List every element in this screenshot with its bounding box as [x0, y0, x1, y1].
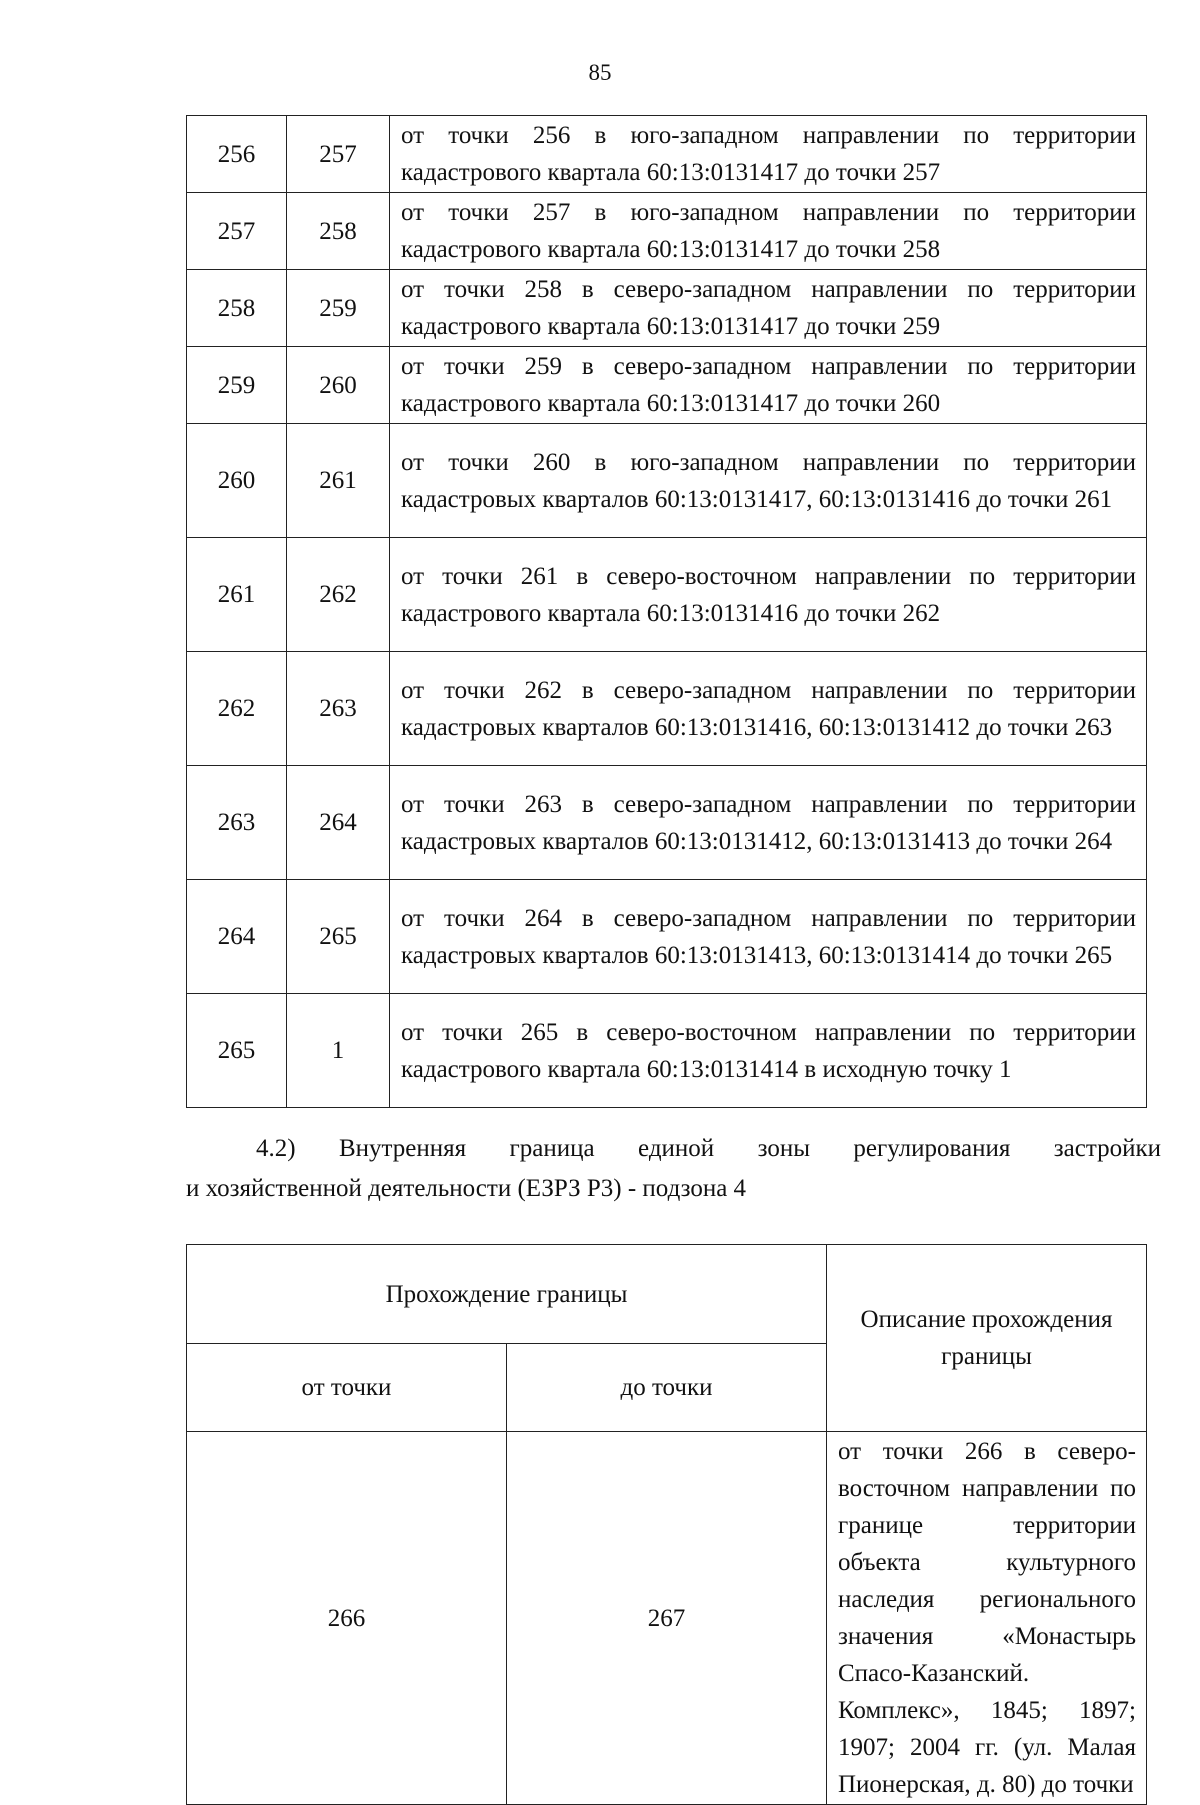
to-point-cell: 262	[287, 538, 390, 652]
table-row	[187, 652, 1147, 766]
table-row	[187, 424, 1147, 538]
to-point-cell: 257	[287, 116, 390, 193]
column-header-description: Описание прохождения границы	[827, 1245, 1147, 1432]
table-row	[187, 880, 1147, 994]
table-row	[187, 994, 1147, 1108]
to-point-cell: 264	[287, 766, 390, 880]
to-point-cell: 1	[287, 994, 390, 1108]
column-header-from: от точки	[187, 1344, 507, 1432]
table-row	[187, 538, 1147, 652]
to-point-cell: 260	[287, 347, 390, 424]
section-heading	[186, 1129, 1161, 1209]
table-row	[187, 270, 1147, 347]
table-row	[187, 116, 1147, 193]
description-cell: от точки 265 в северо-восточном направлении по территории кадастрового квартала 60:13:0131414 в исходную точку 1	[390, 994, 1147, 1108]
section-heading-line: 4.2) Внутренняя граница единой зоны регулирования застройки	[256, 1135, 1161, 1162]
to-point-cell: 263	[287, 652, 390, 766]
to-point-cell: 267	[507, 1432, 827, 1805]
description-cell: от точки 262 в северо-западном направлении по территории кадастровых кварталов 60:13:0131416, 60:13:0131412 до точки 263	[390, 652, 1147, 766]
page-number: 85	[588, 60, 612, 85]
description-cell: от точки 263 в северо-западном направлении по территории кадастровых кварталов 60:13:0131412, 60:13:0131413 до точки 264	[390, 766, 1147, 880]
table-row	[187, 347, 1147, 424]
from-point-cell: 262	[187, 652, 287, 766]
to-point-cell: 259	[287, 270, 390, 347]
description-cell: от точки 261 в северо-восточном направлении по территории кадастрового квартала 60:13:0131416 до точки 262	[390, 538, 1147, 652]
table-row	[187, 1432, 1147, 1805]
to-point-cell: 261	[287, 424, 390, 538]
to-point-cell: 258	[287, 193, 390, 270]
column-header-to: до точки	[507, 1344, 827, 1432]
description-cell: от точки 257 в юго-западном направлении по территории кадастрового квартала 60:13:0131417 до точки 258	[390, 193, 1147, 270]
description-cell: от точки 264 в северо-западном направлении по территории кадастровых кварталов 60:13:0131413, 60:13:0131414 до точки 265	[390, 880, 1147, 994]
to-point-cell: 265	[287, 880, 390, 994]
column-header-passage: Прохождение границы	[187, 1245, 827, 1344]
from-point-cell: 256	[187, 116, 287, 193]
description-cell: от точки 259 в северо-западном направлении по территории кадастрового квартала 60:13:0131417 до точки 260	[390, 347, 1147, 424]
table-header-row	[187, 1245, 1147, 1344]
from-point-cell: 261	[187, 538, 287, 652]
from-point-cell: 265	[187, 994, 287, 1108]
table-row	[187, 193, 1147, 270]
from-point-cell: 260	[187, 424, 287, 538]
from-point-cell: 264	[187, 880, 287, 994]
description-cell: от точки 260 в юго-западном направлении по территории кадастровых кварталов 60:13:0131417, 60:13:0131416 до точки 261	[390, 424, 1147, 538]
inner-boundary-table	[186, 1244, 1147, 1805]
description-cell: от точки 256 в юго-западном направлении по территории кадастрового квартала 60:13:0131417 до точки 257	[390, 116, 1147, 193]
section-heading-line: и хозяйственной деятельности (ЕЗРЗ Р3) - подзона 4	[186, 1175, 747, 1202]
description-cell: от точки 258 в северо-западном направлении по территории кадастрового квартала 60:13:0131417 до точки 259	[390, 270, 1147, 347]
from-point-cell: 259	[187, 347, 287, 424]
from-point-cell: 263	[187, 766, 287, 880]
table-row	[187, 766, 1147, 880]
description-cell: от точки 266 в северо-восточном направлении по границе территории объекта культурного наследия регионального значения «Монастырь Спасо-Казанский. Комплекс», 1845; 1897; 1907; 2004 гг. (ул. Малая Пионерская, д. 80) до точки	[827, 1432, 1147, 1805]
from-point-cell: 258	[187, 270, 287, 347]
from-point-cell: 266	[187, 1432, 507, 1805]
boundary-table	[186, 115, 1147, 1108]
from-point-cell: 257	[187, 193, 287, 270]
